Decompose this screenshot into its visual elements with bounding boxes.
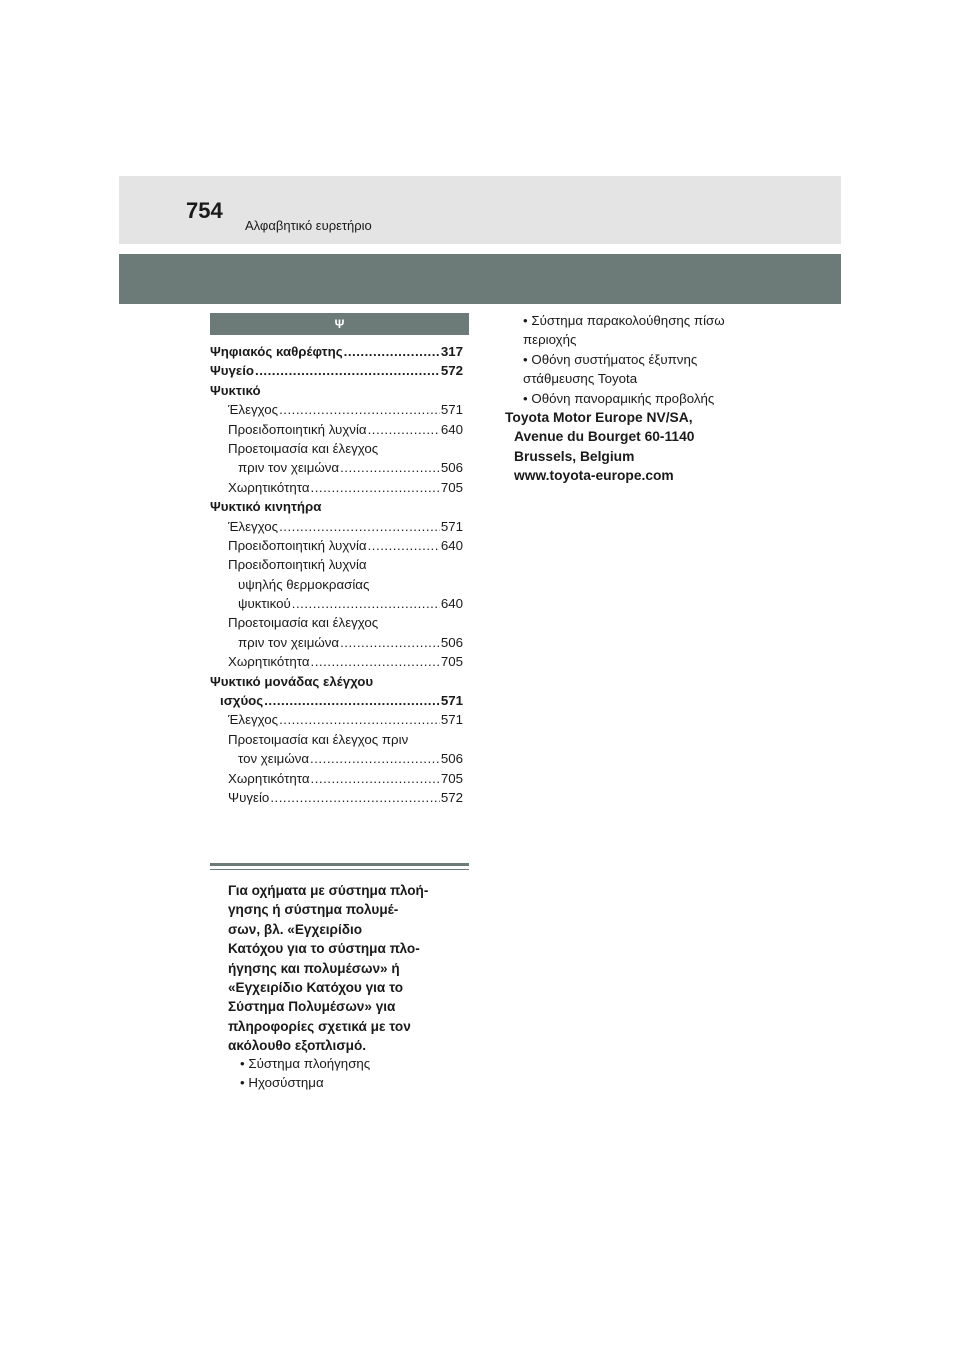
index-entry-label: Ψυκτικό κινητήρα <box>210 499 322 515</box>
note-line: γησης ή σύστημα πολυμέ- <box>228 902 399 918</box>
index-leader-dots <box>279 400 440 419</box>
index-entry-page: 705 <box>440 479 463 495</box>
note-line: ήγησης και πολυμέσων» ή <box>228 960 400 976</box>
index-leader-dots <box>340 633 440 652</box>
index-entry-label: Έλεγχος <box>228 518 279 534</box>
index-entry-label: Προετοιμασία και έλεγχος <box>228 440 379 456</box>
index-entry-label: Ψηφιακός καθρέφτης <box>210 343 343 359</box>
index-entry <box>210 361 463 380</box>
equipment-bullet-line: περιοχής <box>523 332 577 348</box>
section-title: Αλφαβητικό ευρετήριο <box>245 218 372 233</box>
index-leader-dots <box>264 691 440 710</box>
index-entry-page: 640 <box>440 421 463 437</box>
index-leader-dots <box>368 536 440 555</box>
index-entry <box>210 420 463 439</box>
index-entry <box>210 381 463 400</box>
index-entry-page: 572 <box>440 363 463 379</box>
index-entry-page: 640 <box>440 537 463 553</box>
index-entry-label: Ψυκτικό <box>210 382 261 398</box>
index-entry-label: πριν τον χειμώνα <box>238 634 340 650</box>
index-entry-label: υψηλής θερμοκρασίας <box>238 576 370 592</box>
note-line: «Εγχειρίδιο Κατόχου για το <box>228 980 404 996</box>
index-leader-dots <box>340 458 440 477</box>
note-divider-thin <box>210 869 469 870</box>
equipment-bullet <box>505 350 765 389</box>
index-entry <box>210 575 463 594</box>
header-grey-bar <box>119 254 841 304</box>
index-leader-dots <box>279 517 440 536</box>
index-entry <box>210 594 463 613</box>
right-bullet-list <box>505 311 765 408</box>
note-bullet-list <box>240 1054 370 1093</box>
equipment-bullet <box>505 389 765 408</box>
index-leader-dots <box>292 594 440 613</box>
index-entry <box>210 400 463 419</box>
index-entry-label: Προειδοποιητική λυχνία <box>228 421 367 437</box>
index-leader-dots <box>368 420 440 439</box>
index-entry-label: Χωρητικότητα <box>228 654 310 670</box>
equipment-bullet <box>505 311 765 350</box>
index-entry-label: πριν τον χειμώνα <box>238 460 340 476</box>
address-line: Brussels, Belgium <box>514 448 635 464</box>
note-line: σων, βλ. «Εγχειρίδιο <box>228 921 363 937</box>
index-entry-label: Ψυκτικό μονάδας ελέγχου <box>210 673 374 689</box>
note-bullet: • Σύστημα πλοήγησης <box>240 1056 371 1071</box>
index-entry-page: 572 <box>440 789 463 805</box>
index-letter-heading: Ψ <box>210 313 469 335</box>
index-entry-page: 571 <box>440 693 463 709</box>
index-entry <box>210 497 463 516</box>
manufacturer-address <box>505 408 765 486</box>
index-leader-dots <box>310 749 440 768</box>
index-entry-page: 640 <box>440 596 463 612</box>
index-entry <box>210 652 463 671</box>
index-entry <box>210 769 463 788</box>
note-line: Κατόχου για το σύστημα πλο- <box>228 941 420 957</box>
index-leader-dots <box>255 361 440 380</box>
index-column <box>210 342 463 807</box>
multimedia-note <box>228 881 491 1056</box>
index-entry-page: 317 <box>440 343 463 359</box>
note-line: Για οχήματα με σύστημα πλοή- <box>228 883 429 898</box>
index-leader-dots <box>311 769 440 788</box>
index-leader-dots <box>311 478 440 497</box>
index-entry <box>210 710 463 729</box>
index-entry <box>210 439 463 458</box>
index-entry-label: Χωρητικότητα <box>228 479 310 495</box>
index-leader-dots <box>344 342 440 361</box>
index-entry <box>210 458 463 477</box>
index-entry <box>210 536 463 555</box>
index-entry-label: Προετοιμασία και έλεγχος πριν <box>228 731 409 747</box>
index-entry-label: Έλεγχος <box>228 712 279 728</box>
address-line: Toyota Motor Europe NV/SA, <box>505 409 693 425</box>
index-entry-page: 506 <box>440 751 463 767</box>
index-entry-label: Χωρητικότητα <box>228 770 310 786</box>
index-entry-label: ψυκτικού <box>238 596 291 612</box>
index-entry-label: ισχύος <box>220 693 264 709</box>
index-entry-label: τον χειμώνα <box>238 751 310 767</box>
index-leader-dots <box>279 710 440 729</box>
page-number: 754 <box>186 198 223 223</box>
index-entry-label: Προειδοποιητική λυχνία <box>228 557 367 573</box>
equipment-bullet-line: • Οθόνη πανοραμικής προβολής <box>523 390 715 406</box>
address-line: Avenue du Bourget 60-1140 <box>514 429 695 445</box>
index-entry-label: Έλεγχος <box>228 402 279 418</box>
index-entry-label: Προειδοποιητική λυχνία <box>228 537 367 553</box>
index-entry-page: 571 <box>440 518 463 534</box>
index-leader-dots <box>311 652 440 671</box>
note-divider-thick <box>210 863 469 866</box>
note-line: Σύστημα Πολυμέσων» για <box>228 999 396 1015</box>
index-entry-label: Ψυγείο <box>210 363 255 379</box>
index-entry <box>210 342 463 361</box>
index-entry <box>210 633 463 652</box>
index-entry-page: 506 <box>440 460 463 476</box>
right-column <box>505 311 765 486</box>
index-entry-label: Προετοιμασία και έλεγχος <box>228 615 379 631</box>
index-entry <box>210 555 463 574</box>
equipment-bullet-line: • Σύστημα παρακολούθησης πίσω <box>523 313 725 328</box>
note-line: ακόλουθο εξοπλισμό. <box>228 1038 367 1054</box>
index-entry-page: 705 <box>440 770 463 786</box>
equipment-bullet-line: • Οθόνη συστήματος έξυπνης <box>523 351 698 367</box>
index-entry <box>210 517 463 536</box>
index-entry-page: 705 <box>440 654 463 670</box>
index-entry <box>210 691 463 710</box>
note-bullet: • Ηχοσύστημα <box>240 1075 324 1091</box>
index-leader-dots <box>270 788 440 807</box>
index-entry <box>210 749 463 768</box>
index-entry <box>210 730 463 749</box>
index-entry <box>210 672 463 691</box>
note-line: πληροφορίες σχετικά με τον <box>228 1018 411 1034</box>
index-entry <box>210 613 463 632</box>
equipment-bullet-line: στάθμευσης Toyota <box>523 371 638 387</box>
header-band <box>119 176 841 244</box>
index-entry-page: 506 <box>440 634 463 650</box>
index-entry-page: 571 <box>440 712 463 728</box>
address-line: www.toyota-europe.com <box>514 468 674 484</box>
index-entry-page: 571 <box>440 402 463 418</box>
index-entry <box>210 478 463 497</box>
index-entry-label: Ψυγείο <box>228 789 270 805</box>
index-entry <box>210 788 463 807</box>
